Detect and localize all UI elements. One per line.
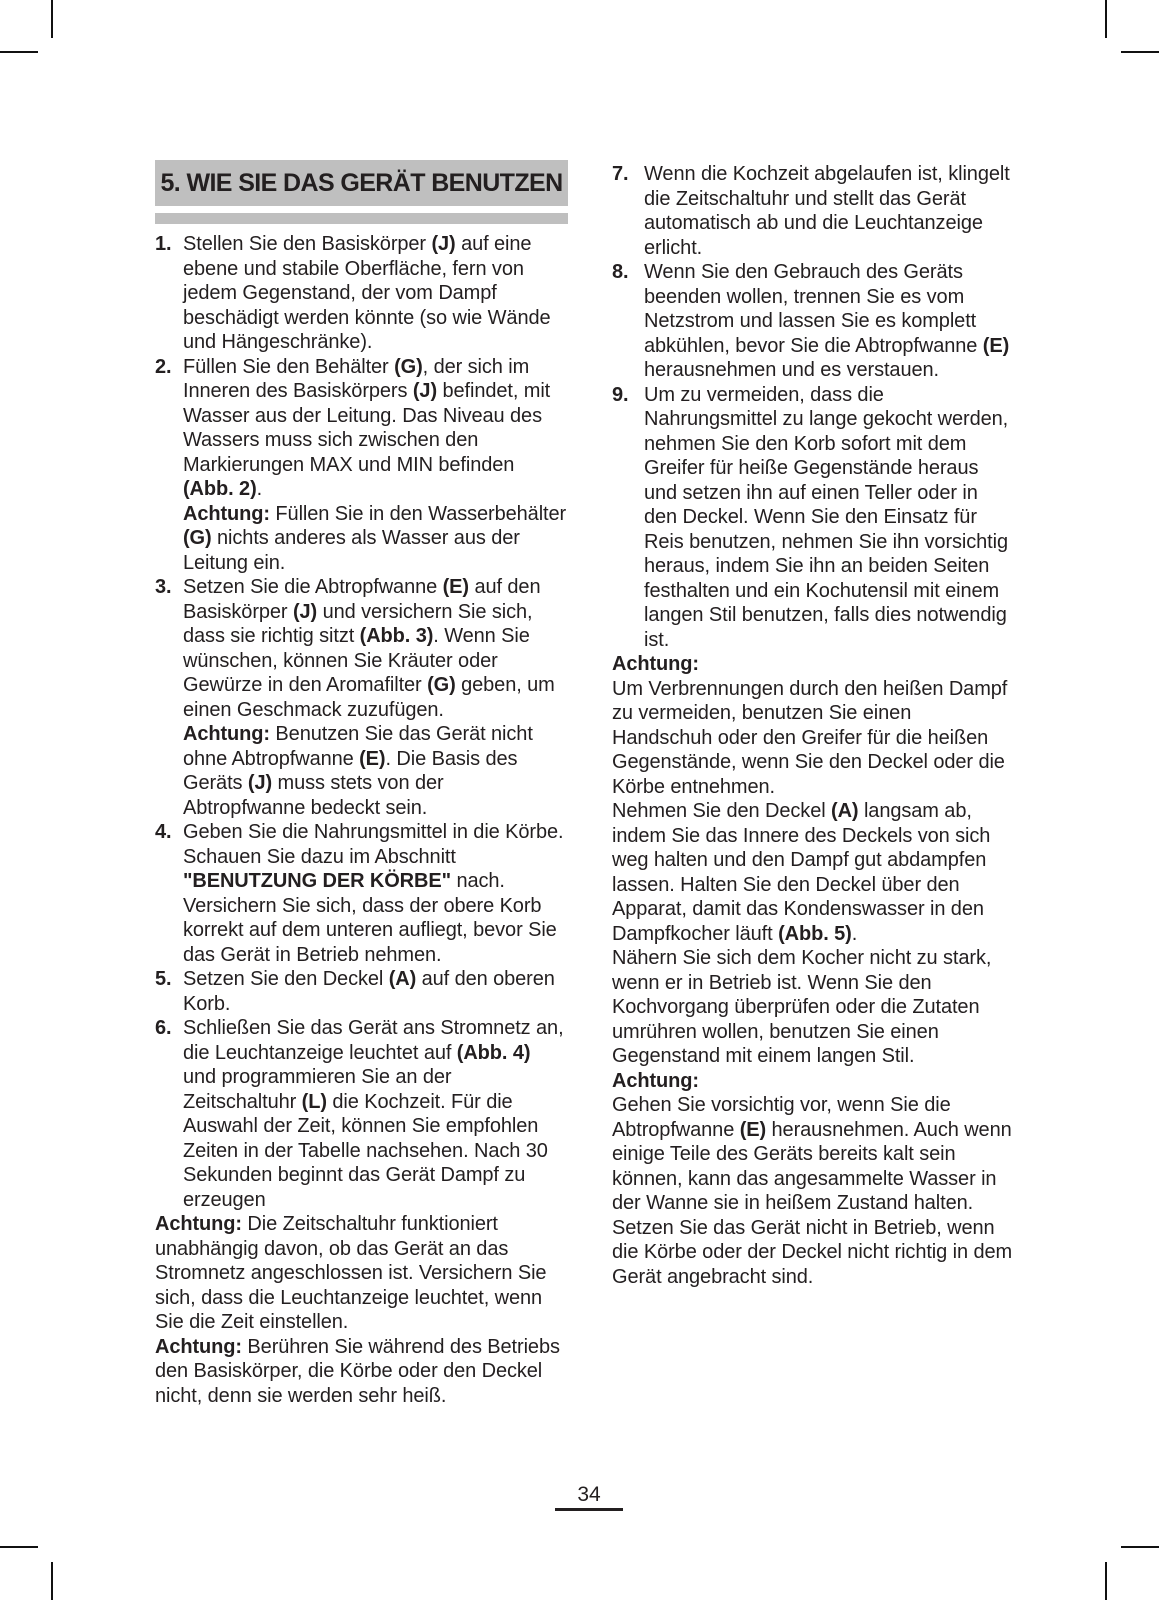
- item-text: Um zu vermeiden, dass die Nahrungsmittel zu lange gekocht werden, nehmen Sie den Korb sofort mit dem Greifer für heiße Gegenstände heraus und setzen ihn auf einen Teller oder in den Deckel. Wenn Sie den Einsatz für Reis benutzen, nehmen Sie ihn vorsichtig heraus, indem Sie ihn an beiden Seiten festhalten und ein Kochutensil mit einem langen Stil benutzen, falls dies notwendig ist.: [644, 383, 1009, 651]
- note-paragraph: Achtung: Die Zeitschaltuhr funktioniert unabhängig davon, ob das Gerät an das Stromnetz angeschlossen ist. Versichern Sie sich, dass die Leuchtanzeige leuchtet, wenn Sie die Zeit einstellen.: [155, 1213, 547, 1333]
- instruction-item: [612, 383, 1016, 653]
- note-paragraph: Achtung: Um Verbrennungen durch den heißen Dampf zu vermeiden, benutzen Sie einen Handschuh oder den Greifer für die heißen Gegenstände, wenn Sie den Deckel oder die Körbe entnehmen.: [612, 653, 1008, 798]
- crop-mark-top-right-horizontal: [1121, 51, 1159, 53]
- note-paragraph: Nähern Sie sich dem Kocher nicht zu stark, wenn er in Betrieb ist. Wenn Sie den Kochvorgang überprüfen oder die Zutaten umrühren wollen, benutzen Sie einen Gegenstand mit einem langen Stil.: [612, 947, 992, 1067]
- note-paragraph: Nehmen Sie den Deckel (A) langsam ab, indem Sie das Innere des Deckels von sich weg halten und den Dampf gut abdampfen lassen. Halten Sie den Deckel über den Apparat, damit das Kondenswasser in den Dampfkocher läuft (Abb. 5).: [612, 800, 991, 945]
- crop-mark-top-left-horizontal: [0, 51, 38, 53]
- crop-mark-bottom-right-vertical: [1105, 1562, 1107, 1600]
- item-number: 7.: [612, 163, 629, 185]
- crop-mark-top-left-vertical: [51, 0, 53, 38]
- item-text: Setzen Sie den Deckel (A) auf den oberen Korb.: [183, 968, 555, 1015]
- item-number: 2.: [155, 355, 172, 378]
- item-text: Setzen Sie die Abtropfwanne (E) auf den Basiskörper (J) und versichern Sie sich, dass sie richtig sitzt (Abb. 3). Wenn Sie wünschen, können Sie Kräuter oder Gewürze in den Aromafilter (G) geben, um einen Geschmack zuzufügen. Achtung: Benutzen Sie das Gerät nicht ohne Abtropfwanne (E). Die Basis des Geräts (J) muss stets von der Abtropfwanne bedeckt sein.: [183, 576, 555, 819]
- item-number: 5.: [155, 968, 172, 990]
- note-paragraph: Achtung: Berühren Sie während des Betriebs den Basiskörper, die Körbe oder den Deckel nicht, denn sie werden sehr heiß.: [155, 1335, 560, 1407]
- instruction-list-right: [612, 162, 1016, 652]
- section-header-underline: [155, 213, 568, 224]
- item-number: 4.: [155, 821, 172, 843]
- right-column: [612, 162, 1016, 1289]
- left-column: [155, 160, 568, 1408]
- instruction-item: [155, 232, 568, 355]
- instruction-item: [155, 355, 568, 576]
- note-paragraph: Achtung: Gehen Sie vorsichtig vor, wenn Sie die Abtropfwanne (E) herausnehmen. Auch wenn einige Teile des Geräts bereits kalt sein können, kann das angesammelte Wasser in der Wanne sie in heißem Zustand halten.: [612, 1069, 1012, 1214]
- item-number: 8.: [612, 261, 629, 283]
- item-number: 1.: [155, 233, 172, 255]
- instruction-item: [612, 162, 1016, 260]
- instruction-item: [155, 1016, 568, 1212]
- crop-mark-top-right-vertical: [1105, 0, 1107, 38]
- instruction-item: [155, 575, 568, 820]
- page-number: 34: [555, 1483, 623, 1511]
- item-number: 9.: [612, 383, 629, 406]
- instruction-item: [612, 260, 1016, 383]
- crop-mark-bottom-right-horizontal: [1121, 1546, 1159, 1548]
- item-text: Schließen Sie das Gerät ans Stromnetz an, die Leuchtanzeige leuchtet auf (Abb. 4) und programmieren Sie an der Zeitschaltuhr (L) die Kochzeit. Für die Auswahl der Zeit, können Sie empfohlen Zeiten in der Tabelle nachsehen. Nach 30 Sekunden beginnt das Gerät Dampf zu erzeugen: [183, 1017, 564, 1211]
- instruction-item: [155, 820, 568, 967]
- item-text: Wenn die Kochzeit abgelaufen ist, klingelt die Zeitschaltuhr und stellt das Gerät automatisch ab und die Leuchtanzeige erlicht.: [644, 163, 1010, 259]
- item-text: Füllen Sie den Behälter (G), der sich im Inneren des Basiskörpers (J) befindet, mit Wasser aus der Leitung. Das Niveau des Wassers muss sich zwischen den Markierungen MAX und MIN befinden (Abb. 2). Achtung: Füllen Sie in den Wasserbehälter (G) nichts anderes als Wasser aus der Leitung ein.: [183, 355, 567, 574]
- item-text: Geben Sie die Nahrungsmittel in die Körbe. Schauen Sie dazu im Abschnitt "BENUTZUNG DER KÖRBE" nach. Versichern Sie sich, dass der obere Korb korrekt auf dem unteren aufliegt, bevor Sie das Gerät in Betrieb nehmen.: [183, 821, 564, 966]
- instruction-item: [155, 967, 568, 1016]
- crop-mark-bottom-left-horizontal: [0, 1546, 38, 1548]
- item-text: Stellen Sie den Basiskörper (J) auf eine ebene und stabile Oberfläche, fern von jedem Gegenstand, der vom Dampf beschädigt werden könnte (so wie Wände und Hängeschränke).: [183, 233, 551, 353]
- section-header: 5. WIE SIE DAS GERÄT BENUTZEN: [155, 160, 568, 206]
- note-paragraph: Setzen Sie das Gerät nicht in Betrieb, wenn die Körbe oder der Deckel nicht richtig in dem Gerät angebracht sind.: [612, 1216, 1013, 1288]
- crop-mark-bottom-left-vertical: [51, 1562, 53, 1600]
- item-number: 6.: [155, 1017, 172, 1039]
- item-text: Wenn Sie den Gebrauch des Geräts beenden wollen, trennen Sie es vom Netzstrom und lassen Sie es komplett abkühlen, bevor Sie die Abtropfwanne (E) herausnehmen und es verstauen.: [644, 261, 1010, 381]
- instruction-list-left: [155, 232, 568, 1212]
- item-number: 3.: [155, 576, 172, 598]
